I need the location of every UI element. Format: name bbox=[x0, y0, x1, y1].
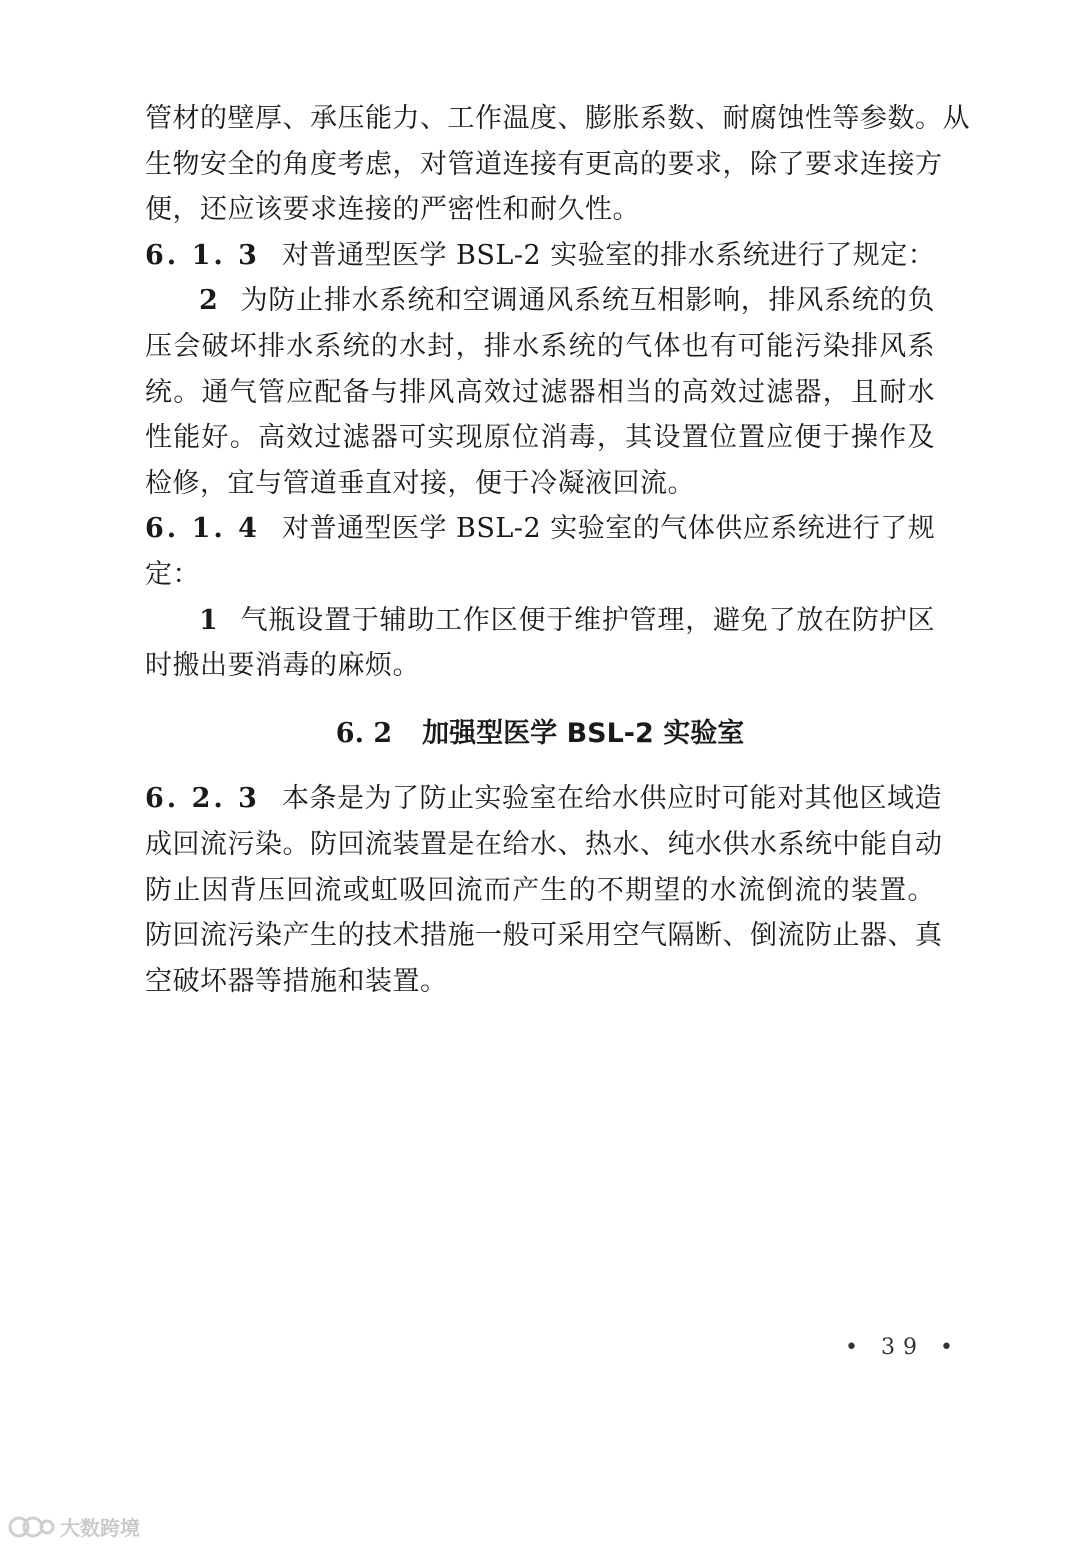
clause-number: 6. 1. 3 bbox=[145, 239, 260, 271]
item-text: 气瓶设置于辅助工作区便于维护管理，避免了放在防护区 bbox=[240, 604, 935, 636]
text-line: 压会破坏排水系统的水封，排水系统的气体也有可能污染排风系 bbox=[145, 330, 935, 362]
watermark-text: 大数跨境 bbox=[60, 1516, 140, 1540]
clause-text: 本条是为了防止实验室在给水供应时可能对其他区域造 bbox=[281, 783, 942, 815]
item-first-line bbox=[145, 278, 935, 324]
text-line: 性能好。高效过滤器可实现原位消毒，其设置位置应便于操作及 bbox=[145, 422, 935, 454]
watermark-logo-icon bbox=[8, 1513, 56, 1541]
text-line: 防回流污染产生的技术措施一般可采用空气隔断、倒流防止器、真 bbox=[145, 920, 943, 952]
clause-text: 对普通型医学 BSL-2 实验室的气体供应系统进行了规 bbox=[281, 513, 936, 545]
text-line: 统。通气管应配备与排风高效过滤器相当的高效过滤器，且耐水 bbox=[145, 376, 935, 408]
item-number: 2 bbox=[199, 285, 219, 317]
text-line: 定： bbox=[145, 558, 200, 590]
clause-6-1-4-item-1 bbox=[145, 598, 935, 689]
section-heading-6-2 bbox=[145, 711, 935, 757]
text-line: 时搬出要消毒的麻烦。 bbox=[145, 650, 420, 682]
clause-heading-line bbox=[145, 233, 935, 279]
text-line: 成回流污染。防回流装置是在给水、热水、纯水供水系统中能自动 bbox=[145, 828, 943, 860]
document-page bbox=[145, 96, 970, 1004]
section-number: 6. 2 bbox=[335, 717, 393, 749]
clause-6-2-3 bbox=[145, 776, 943, 1004]
text-line: 防止因背压回流或虹吸回流而产生的不期望的水流倒流的装置。 bbox=[145, 874, 935, 906]
item-number: 1 bbox=[199, 604, 219, 636]
text-line: 管材的壁厚、承压能力、工作温度、膨胀系数、耐腐蚀性等参数。从 bbox=[145, 103, 970, 134]
text-line: 检修，宜与管道垂直对接，便于冷凝液回流。 bbox=[145, 467, 695, 499]
page-number: • 39 • bbox=[845, 1335, 961, 1360]
clause-number: 6. 1. 4 bbox=[145, 513, 260, 545]
clause-heading-line bbox=[145, 776, 942, 822]
paragraph-continuation bbox=[145, 96, 970, 233]
text-line: 便，还应该要求连接的严密性和耐久性。 bbox=[145, 194, 640, 226]
clause-6-1-3-item-2 bbox=[145, 278, 935, 506]
section-title: 加强型医学 BSL-2 实验室 bbox=[422, 717, 745, 749]
clause-number: 6. 2. 3 bbox=[145, 783, 260, 815]
clause-6-1-3 bbox=[145, 233, 935, 279]
item-text: 为防止排水系统和空调通风系统互相影响，排风系统的负 bbox=[240, 285, 935, 317]
text-line: 生物安全的角度考虑，对管道连接有更高的要求，除了要求连接方 bbox=[145, 148, 943, 180]
watermark bbox=[8, 1512, 140, 1541]
text-line: 空破坏器等措施和装置。 bbox=[145, 965, 448, 997]
clause-heading-line bbox=[145, 506, 935, 552]
item-first-line bbox=[145, 598, 935, 644]
clause-6-1-4 bbox=[145, 506, 935, 597]
clause-text: 对普通型医学 BSL-2 实验室的排水系统进行了规定： bbox=[281, 239, 936, 271]
